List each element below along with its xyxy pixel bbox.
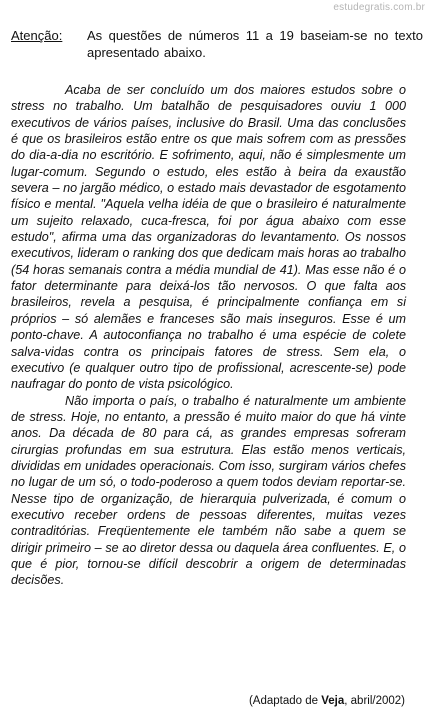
notice-label: Atenção: (11, 28, 63, 43)
notice-text: As questões de números 11 a 19 baseiam-se no texto apresentado abaixo. (87, 28, 423, 60)
article-text (11, 82, 406, 589)
source-prefix: (Adaptado de (248, 695, 322, 707)
site-watermark: estudegratis.com.br (333, 2, 425, 13)
source-suffix: , abril/2002) (344, 695, 405, 707)
article-paragraph-2: Não importa o país, o trabalho é naturalmente um ambiente de stress. Hoje, no entanto, a pressão é muito maior do que há vinte anos. Da década de 80 para cá, as grandes empresas sofreram cirurgias profundas em sua estrutura. Elas estão menos verticais, divididas em unidades operacionais. Com isso, surgiram vários chefes no lugar de um só, o todo-poderoso a quem todos deviam reportar-se. Nesse tipo de organização, de hierarquia pulverizada, é comum o executivo receber ordens de pessoas diferentes, muitas vezes contraditórias. Freqüentemente ele também não sabe a quem se dirigir primeiro – se ao diretor dessa ou daquela área confluentes. E, o que é pior, tornou-se difícil descobrir a origem de determinadas decisões. (11, 393, 406, 588)
article-paragraph-1: Acaba de ser concluído um dos maiores estudos sobre o stress no trabalho. Um batalhão de pesquisadores ouviu 1 000 executivos de vários países, inclusive do Brasil. Uma das conclusões é que os brasileiros estão entre os que mais sofrem com as pressões do dia-a-dia no escritório. E sofrimento, aqui, não é simplesmente um lugar-comum. Segundo o estudo, eles estão à beira da exaustão severa – no jargão médico, o estado mais devastador de esgotamento físico e mental. "Aquela velha idéia de que o brasileiro é naturalmente um sujeito relaxado, cuca-fresca, foi por água abaixo com esse estudo", afirma uma das organizadoras do levantamento. Os nossos executivos, lideram o ranking dos que dedicam mais horas ao trabalho (54 horas semanais contra a média mundial de 41). Mas esse não é o fator determinante para deixá-los tão nervosos. O que falta aos brasileiros, revela a pesquisa, é principalmente confiança em si próprios – só alemães e franceses são mais inseguros. Esse é um ponto-chave. A autoconfiança no trabalho é uma espécie de colete salva-vidas contra os principais fatores de stress. Sem ela, o executivo (e qualquer outro tipo de profissional, acrescente-se) pode naufragar do ponto de vista psicológico. (11, 83, 406, 392)
source-citation (249, 694, 405, 708)
notice-block (11, 27, 423, 61)
source-publication: Veja (321, 695, 345, 707)
